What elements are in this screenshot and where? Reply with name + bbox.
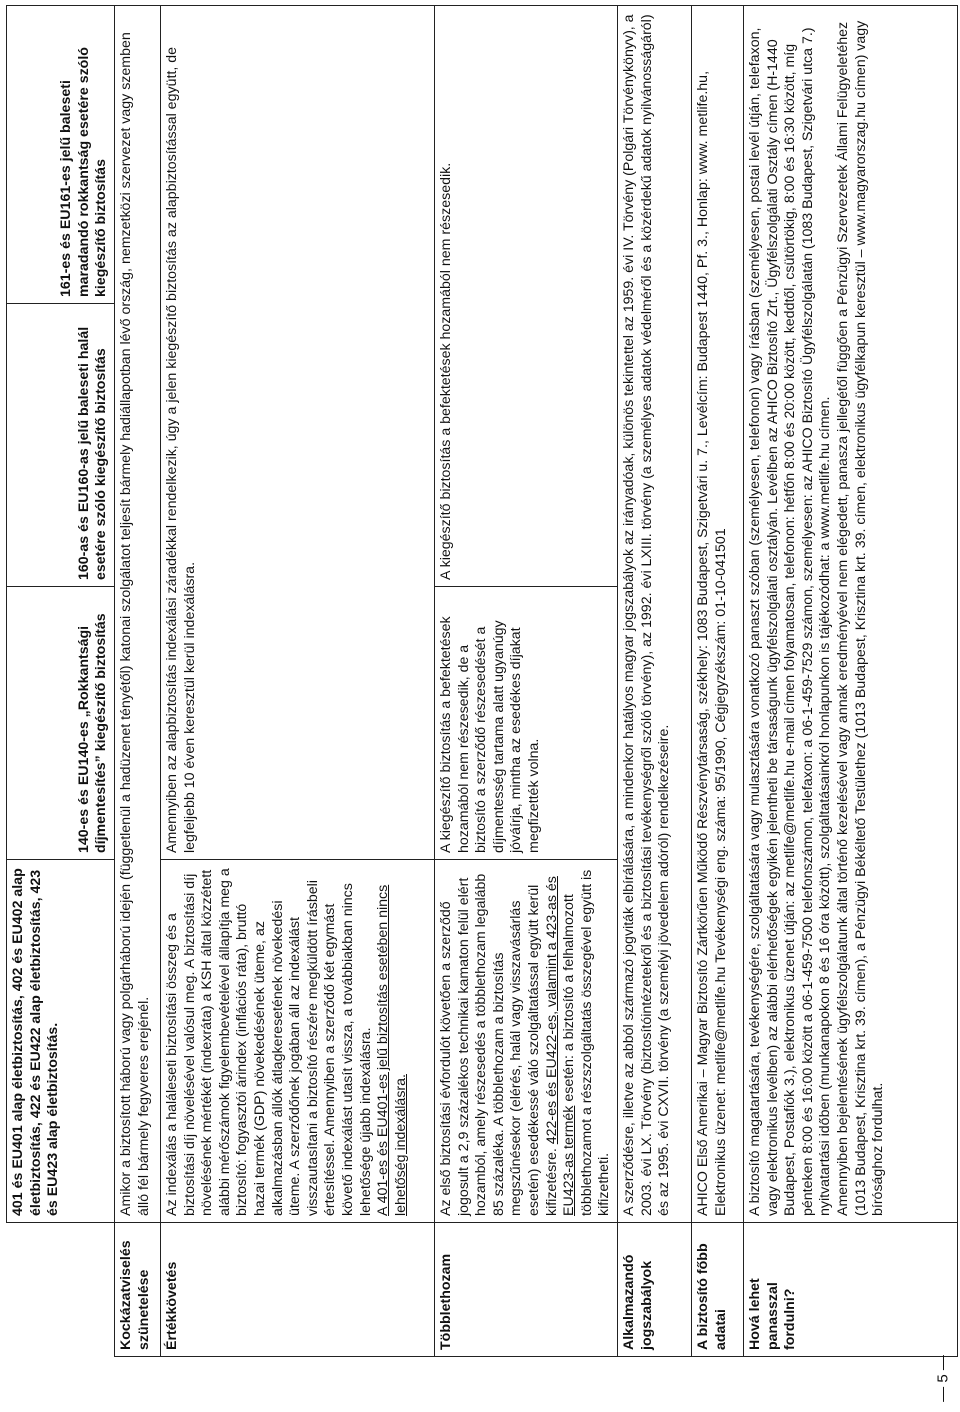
col-header-161: 161-es és EU161-es jelű baleseti maradandó rokkantság esetére szóló kiegészítő biztosítás bbox=[7, 6, 115, 304]
header-row bbox=[7, 6, 115, 1357]
col-header-160: 160-as és EU160-as jelű baleseti halál esetére szóló kiegészítő biztosítás bbox=[7, 304, 115, 587]
page-number: 5 bbox=[934, 1374, 952, 1383]
row-insurer-data bbox=[691, 6, 743, 1357]
surplus-yield-160-161: A kiegészítő biztosítás a befektetések hozamából nem részesedik. bbox=[435, 6, 618, 587]
row-label-surplus-yield: Többlethozam bbox=[435, 1223, 618, 1357]
page-number-block: — 5 — bbox=[934, 1355, 952, 1402]
row-surplus-yield bbox=[435, 6, 618, 1357]
surplus-yield-base-b: esetén: a biztosító a felhalmozott többlethozamot a részszolgáltatás összegével együtt is kifizetheti. bbox=[561, 869, 613, 1216]
value-tracking-supplementary: Amennyiben az alapbiztosítás indexálási záradékkal rendelkezik, úgy a jelen kiegészítő biztosítás az alapbiztosítással együtt, de legfeljebb 10 éven keresztül kerül indexálásra. bbox=[161, 6, 435, 860]
row-applicable-law bbox=[617, 6, 691, 1357]
row-label-complaints: Hová lehet panasszal fordulni? bbox=[743, 1223, 957, 1357]
surplus-yield-products: 422-es és EU422-es, valamint a 423-as és EU423-as termék bbox=[543, 876, 578, 1216]
row-risk-suspension bbox=[115, 6, 161, 1357]
insurer-data-text: AHICO Első Amerikai – Magyar Biztosító Zártkörűen Működő Részvénytársaság, székhely: 1083 Budapest, Szigetvári u. 7., Levélcím: Budapest 1440, Pf. 3., Honlap: www. metlife.hu, Elektronikus üzenet: metlife@metlife.hu Tevékenységi eng. száma: 95/1990, Cégjegyzékszám: 01-10-041501 bbox=[691, 6, 743, 1223]
value-tracking-exception: A 401-es és EU401-es jelű biztosítás esetében nincs lehetőség indexálásra. bbox=[375, 884, 409, 1216]
row-label-applicable-law: Alkalmazandó jogszabályok bbox=[617, 1223, 691, 1357]
row-value-tracking bbox=[161, 6, 435, 1357]
policy-table bbox=[6, 5, 958, 1357]
applicable-law-text: A szerződésre, illetve az abból származó jogviták elbírálására, a mindenkor hatályos magyar jogszabályok az irányadóak, különös tekintettel az 1959. évi IV. Törvény (Polgári Törvénykönyv), a 2003. évi LX. Törvény (biztosítóintézetekről és a biztosítási tevékenységről szóló törvény), az 1992. évi LXIII. törvény (a személyes adatok védelméről és a közérdekű adatok nyilvánosságáról) és az 1995. évi CXVII. törvény (a személyi jövedelem adóról) rendelkezéseire. bbox=[617, 6, 691, 1223]
col-header-140: 140-es és EU140-es „Rokkantsági díjmentesítés” kiegészítő biztosítás bbox=[7, 587, 115, 860]
value-tracking-base bbox=[161, 860, 435, 1223]
col-header-base-life: 401 és EU401 alap életbiztosítás, 402 és EU402 alap életbiztosítás, 422 és EU422 alap életbiztosítás, 423 és EU423 alap életbiztosítás. bbox=[7, 860, 115, 1223]
surplus-yield-base bbox=[435, 860, 618, 1223]
surplus-yield-140: A kiegészítő biztosítás a befektetések hozamából nem részesedik, de a biztosító a szerződő részesedését a díjmentesség tartama alatt ugyanúgy jóváírja, mintha az esedékes díjakat megfizették volna. bbox=[435, 587, 618, 860]
row-complaints bbox=[743, 6, 957, 1357]
complaints-paragraph-1: A biztosító magatartására, tevékenységére, szolgáltatására vagy mulasztására vonatkozó panaszt szóban (személyesen, telefonon) vagy írásban (személyesen, postai levél útján, telefaxon, vagy elektronikus levélben) az alábbi elérhetőségek egyikén jelentheti be társaságunk ügyfélszolgálati osztályán. Levélben az AHICO Biztosító Zrt., Ügyfélszolgálati Osztály címen (H-1440 Budapest, Postafiók 3.), elektronikus üzenet útján: az metlife@metlife.hu e-mail címen folyamatosan, telefonon: hétfőn 8:00 és 20:00 között, keddtől, csütörtökig, 8:00 és 16:30 között, míg pénteken 8:00 és 16:00 között a 06-1-459-7500 telefonszámon, telefaxon: a 06-1-459-7529 számon, személyesen: az AHICO Biztosító Ügyfélszolgálatán (1083 Budapest, Szigetvári utca 7.) nyitvatartási időben (munkanapokon 8 és 16 óra között), szolgáltatásainkról honlapunkon is tájékozódhat: a www.metlife.hu címen. bbox=[746, 27, 834, 1216]
complaints-text bbox=[743, 6, 957, 1223]
surplus-yield-base-a: Az első biztosítási évfordulót követően a szerződő jogosult a 2,9 százalékos technikai kamaton felül elért hozamból, amely részesedés a többlethozam legalább 85 százaléka. A többlethozam a biztosítás megszűnésekor (elérés, halál vagy visszavásárlás esetén) esedékessé váló szolgáltatással együtt kerül kifizetésre. bbox=[438, 873, 560, 1216]
row-label-value-tracking: Értékkövetés bbox=[161, 1223, 435, 1357]
row-label-risk-suspension: Kockázatviselés szünetelése bbox=[115, 1223, 161, 1357]
row-label-insurer-data: A biztosító főbb adatai bbox=[691, 1223, 743, 1357]
complaints-paragraph-2: Amennyiben bejelentésének ügyfélszolgálatunk által történő kezelésével vagy annak eredményével nem elégedett, panasza jellegétől függően a Pénzügyi Szervezetek Állami Felügyeletéhez (1013 Budapest, Krisztina krt. 39. címen), a Pénzügyi Békéltető Testülethez (1013 Budapest, Krisztina krt. 39. címen, elektronikus ügyfélkapun keresztül – www.magyarorszag.hu címen) vagy bírósághoz fordulhat. bbox=[834, 20, 887, 1216]
header-corner bbox=[7, 1223, 115, 1357]
risk-suspension-text: Amikor a biztosított háború vagy polgárháború idején (függetlenül a hadüzenet tényétől) katonai szolgálatot teljesít bármely hadiállapotban lévő ország, nemzetközi szervezet vagy szemben álló fél bármely fegyveres erejénél. bbox=[115, 6, 161, 1223]
value-tracking-base-text: Az indexálás a haláleseti biztosítási összeg és a biztosítási díj növelésével valósul meg. A biztosítási díj növelésének mértékét (indexráta) a KSH által közzétett alábbi mérőszámok figyelembevételével állapítja meg a biztosító: fogyasztói árindex (inflációs ráta), bruttó hazai termék (GDP) növekedésének üteme, az alkalmazásban állók átlagkeresetének növekedési üteme. A szerződőnek jogában áll az indexálást visszautasítani a biztosító részére megküldött írásbeli értesítéssel. Amennyiben a szerződő két egymást követő indexálást utasít vissza, a továbbiakban nincs lehetősége újabb indexálásra. bbox=[164, 868, 374, 1216]
